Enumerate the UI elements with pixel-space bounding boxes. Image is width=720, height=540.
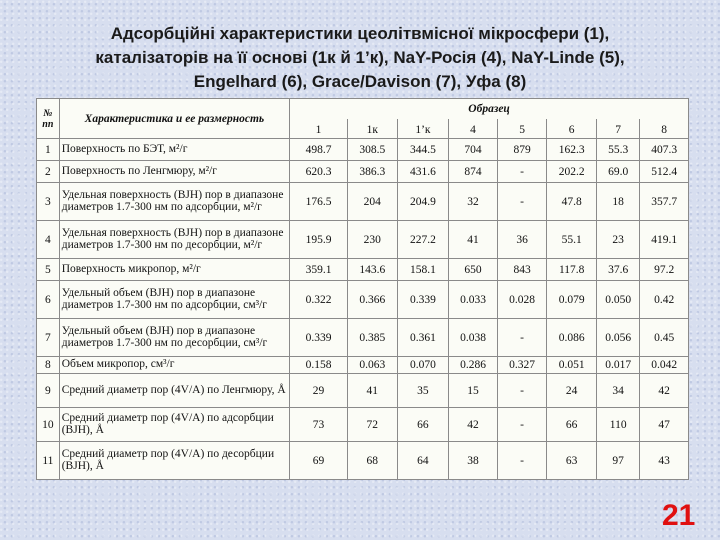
row-number: 1 bbox=[37, 139, 60, 161]
row-value: 204.9 bbox=[397, 183, 449, 221]
row-value: 0.45 bbox=[640, 319, 689, 357]
row-number: 10 bbox=[37, 408, 60, 442]
table-row bbox=[37, 139, 689, 161]
row-value: 386.3 bbox=[347, 161, 397, 183]
row-value: 0.042 bbox=[640, 357, 689, 374]
row-value: 0.385 bbox=[347, 319, 397, 357]
row-value: 0.063 bbox=[347, 357, 397, 374]
row-value: 0.339 bbox=[397, 281, 449, 319]
row-value: 498.7 bbox=[290, 139, 348, 161]
row-value: 15 bbox=[449, 374, 498, 408]
row-value: 0.038 bbox=[449, 319, 498, 357]
row-value: 110 bbox=[596, 408, 639, 442]
row-value: 202.2 bbox=[547, 161, 597, 183]
col-header: 8 bbox=[640, 119, 689, 139]
table-row bbox=[37, 319, 689, 357]
row-value: 0.42 bbox=[640, 281, 689, 319]
row-value: 357.7 bbox=[640, 183, 689, 221]
table-row bbox=[37, 374, 689, 408]
row-value: 0.033 bbox=[449, 281, 498, 319]
row-value: 512.4 bbox=[640, 161, 689, 183]
row-value: - bbox=[497, 374, 547, 408]
title-line-2: каталізаторів на її основі (1к й 1’к), NaY-Росія (4), NaY-Linde (5), bbox=[95, 48, 625, 67]
page-number: 21 bbox=[662, 499, 696, 532]
row-value: 34 bbox=[596, 374, 639, 408]
row-value: 32 bbox=[449, 183, 498, 221]
row-value: 620.3 bbox=[290, 161, 348, 183]
row-value: 158.1 bbox=[397, 259, 449, 281]
row-value: 344.5 bbox=[397, 139, 449, 161]
row-value: - bbox=[497, 442, 547, 480]
row-value: 0.028 bbox=[497, 281, 547, 319]
row-value: 359.1 bbox=[290, 259, 348, 281]
row-value: 64 bbox=[397, 442, 449, 480]
row-value: 308.5 bbox=[347, 139, 397, 161]
row-value: 43 bbox=[640, 442, 689, 480]
row-value: 204 bbox=[347, 183, 397, 221]
header-row-1 bbox=[37, 99, 689, 119]
row-value: 97.2 bbox=[640, 259, 689, 281]
row-value: 0.366 bbox=[347, 281, 397, 319]
row-value: 41 bbox=[347, 374, 397, 408]
row-number: 11 bbox=[37, 442, 60, 480]
row-value: 36 bbox=[497, 221, 547, 259]
row-value: 704 bbox=[449, 139, 498, 161]
table-row bbox=[37, 221, 689, 259]
row-value: 66 bbox=[397, 408, 449, 442]
row-value: 55.1 bbox=[547, 221, 597, 259]
row-value: 47.8 bbox=[547, 183, 597, 221]
row-value: - bbox=[497, 408, 547, 442]
row-number: 8 bbox=[37, 357, 60, 374]
row-characteristic: Удельная поверхность (BJH) пор в диапазоне диаметров 1.7-300 нм по адсорбции, м²/г bbox=[59, 183, 289, 221]
row-value: 0.286 bbox=[449, 357, 498, 374]
row-value: 35 bbox=[397, 374, 449, 408]
table-row bbox=[37, 357, 689, 374]
row-value: 0.086 bbox=[547, 319, 597, 357]
col-header: 5 bbox=[497, 119, 547, 139]
row-value: - bbox=[497, 161, 547, 183]
row-number: 6 bbox=[37, 281, 60, 319]
row-value: 0.361 bbox=[397, 319, 449, 357]
row-number: 7 bbox=[37, 319, 60, 357]
header-no: № пп bbox=[37, 99, 60, 139]
row-value: 69.0 bbox=[596, 161, 639, 183]
header-sample: Образец bbox=[290, 99, 689, 119]
row-number: 9 bbox=[37, 374, 60, 408]
table-row bbox=[37, 259, 689, 281]
row-value: 0.339 bbox=[290, 319, 348, 357]
row-value: 879 bbox=[497, 139, 547, 161]
table-row bbox=[37, 442, 689, 480]
row-characteristic: Объем микропор, см³/г bbox=[59, 357, 289, 374]
table-row bbox=[37, 183, 689, 221]
row-characteristic: Средний диаметр пор (4V/A) по адсорбции (BJH), Å bbox=[59, 408, 289, 442]
row-value: 0.056 bbox=[596, 319, 639, 357]
slide-title bbox=[20, 22, 700, 94]
row-value: 97 bbox=[596, 442, 639, 480]
row-value: 0.079 bbox=[547, 281, 597, 319]
row-characteristic: Средний диаметр пор (4V/A) по десорбции (BJH), Å bbox=[59, 442, 289, 480]
row-value: 18 bbox=[596, 183, 639, 221]
adsorption-table bbox=[36, 98, 689, 480]
title-line-1: Адсорбційні характеристики цеолітвмісної мікросфери (1), bbox=[110, 24, 610, 43]
table-body bbox=[37, 139, 689, 480]
row-value: 230 bbox=[347, 221, 397, 259]
row-value: 0.070 bbox=[397, 357, 449, 374]
row-value: 176.5 bbox=[290, 183, 348, 221]
row-value: 38 bbox=[449, 442, 498, 480]
row-value: 650 bbox=[449, 259, 498, 281]
row-value: 47 bbox=[640, 408, 689, 442]
row-value: 63 bbox=[547, 442, 597, 480]
header-characteristic: Характеристика и ее размерность bbox=[59, 99, 289, 139]
row-value: 0.322 bbox=[290, 281, 348, 319]
row-value: 431.6 bbox=[397, 161, 449, 183]
row-characteristic: Удельная поверхность (BJH) пор в диапазоне диаметров 1.7-300 нм по десорбции, м²/г bbox=[59, 221, 289, 259]
row-value: 24 bbox=[547, 374, 597, 408]
row-value: 37.6 bbox=[596, 259, 639, 281]
col-header: 7 bbox=[596, 119, 639, 139]
row-value: 0.158 bbox=[290, 357, 348, 374]
col-header: 6 bbox=[547, 119, 597, 139]
row-value: 0.050 bbox=[596, 281, 639, 319]
table-row bbox=[37, 161, 689, 183]
row-value: 66 bbox=[547, 408, 597, 442]
row-value: - bbox=[497, 183, 547, 221]
row-value: 0.327 bbox=[497, 357, 547, 374]
row-characteristic: Поверхность по БЭТ, м²/г bbox=[59, 139, 289, 161]
table-row bbox=[37, 408, 689, 442]
row-value: 143.6 bbox=[347, 259, 397, 281]
row-characteristic: Удельный объем (BJH) пор в диапазоне диаметров 1.7-300 нм по десорбции, см³/г bbox=[59, 319, 289, 357]
row-characteristic: Поверхность микропор, м²/г bbox=[59, 259, 289, 281]
row-value: 41 bbox=[449, 221, 498, 259]
row-number: 2 bbox=[37, 161, 60, 183]
row-value: 69 bbox=[290, 442, 348, 480]
row-characteristic: Удельный объем (BJH) пор в диапазоне диаметров 1.7-300 нм по адсорбции, см³/г bbox=[59, 281, 289, 319]
row-value: 55.3 bbox=[596, 139, 639, 161]
row-value: 29 bbox=[290, 374, 348, 408]
row-value: 0.051 bbox=[547, 357, 597, 374]
col-header: 4 bbox=[449, 119, 498, 139]
col-header: 1к bbox=[347, 119, 397, 139]
row-value: 195.9 bbox=[290, 221, 348, 259]
row-value: 73 bbox=[290, 408, 348, 442]
row-value: 117.8 bbox=[547, 259, 597, 281]
row-value: 227.2 bbox=[397, 221, 449, 259]
row-value: 874 bbox=[449, 161, 498, 183]
row-value: 843 bbox=[497, 259, 547, 281]
row-value: - bbox=[497, 319, 547, 357]
row-number: 5 bbox=[37, 259, 60, 281]
row-value: 407.3 bbox=[640, 139, 689, 161]
row-value: 162.3 bbox=[547, 139, 597, 161]
row-value: 68 bbox=[347, 442, 397, 480]
row-number: 4 bbox=[37, 221, 60, 259]
row-characteristic: Поверхность по Ленгмюру, м²/г bbox=[59, 161, 289, 183]
row-value: 42 bbox=[640, 374, 689, 408]
row-value: 0.017 bbox=[596, 357, 639, 374]
title-line-3: Engelhard (6), Grace/Davison (7), Уфа (8) bbox=[193, 72, 527, 91]
row-number: 3 bbox=[37, 183, 60, 221]
row-value: 42 bbox=[449, 408, 498, 442]
row-value: 419.1 bbox=[640, 221, 689, 259]
col-header: 1’к bbox=[397, 119, 449, 139]
row-value: 23 bbox=[596, 221, 639, 259]
row-value: 72 bbox=[347, 408, 397, 442]
table-row bbox=[37, 281, 689, 319]
row-characteristic: Средний диаметр пор (4V/A) по Ленгмюру, Å bbox=[59, 374, 289, 408]
col-header: 1 bbox=[290, 119, 348, 139]
